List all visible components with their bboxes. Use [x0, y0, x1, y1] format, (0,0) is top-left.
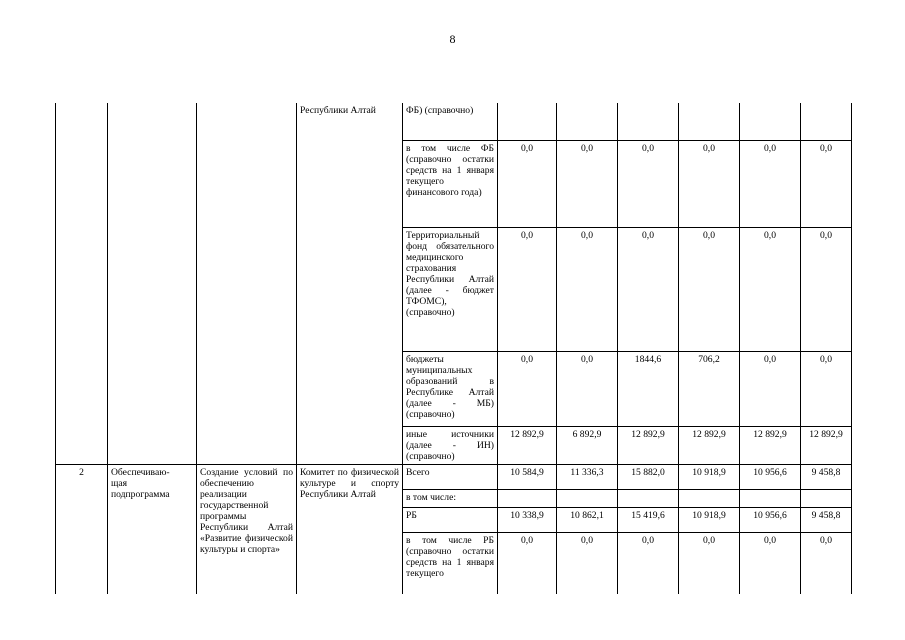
cell-value: 0,0 — [618, 140, 679, 227]
cell-value: 12 892,9 — [618, 426, 679, 464]
cell-value: 15 882,0 — [618, 464, 679, 489]
table-row — [56, 103, 852, 140]
cell-source: в том числе ФБ (справочно остатки средств на 1 января текущего финансового года) — [403, 140, 498, 227]
cell-value: 706,2 — [679, 351, 740, 426]
cell-value: 0,0 — [618, 227, 679, 351]
cell-type — [108, 103, 197, 464]
cell-value: 0,0 — [740, 351, 801, 426]
cell-executor: Республики Алтай — [297, 103, 403, 464]
cell-value: 12 892,9 — [498, 426, 557, 464]
cell-value — [801, 103, 852, 140]
cell-value: 12 892,9 — [679, 426, 740, 464]
cell-source: иные источники (далее - ИН) (справочно) — [403, 426, 498, 464]
cell-value: 12 892,9 — [740, 426, 801, 464]
cell-value — [498, 103, 557, 140]
cell-value: 0,0 — [618, 532, 679, 594]
cell-value: 0,0 — [679, 140, 740, 227]
cell-value: 0,0 — [557, 351, 618, 426]
cell-value: 0,0 — [557, 140, 618, 227]
cell-source: РБ — [403, 507, 498, 532]
budget-table — [55, 103, 852, 594]
cell-source: ФБ) (справочно) — [403, 103, 498, 140]
cell-value — [618, 103, 679, 140]
cell-value: 0,0 — [740, 227, 801, 351]
cell-executor: Комитет по физической культуре и спорту Республики Алтай — [297, 464, 403, 594]
cell-value: 0,0 — [801, 140, 852, 227]
cell-value — [740, 489, 801, 507]
cell-value: 0,0 — [557, 532, 618, 594]
cell-value — [618, 489, 679, 507]
cell-value: 10 918,9 — [679, 507, 740, 532]
cell-value: 0,0 — [498, 532, 557, 594]
cell-value: 9 458,8 — [801, 464, 852, 489]
cell-source: бюджеты муниципальных образований в Республике Алтай (далее - МБ) (справочно) — [403, 351, 498, 426]
cell-value: 0,0 — [801, 351, 852, 426]
cell-value: 10 862,1 — [557, 507, 618, 532]
cell-value: 10 338,9 — [498, 507, 557, 532]
cell-source: в том числе РБ (справочно остатки средств на 1 января текущего — [403, 532, 498, 594]
cell-value: 0,0 — [740, 532, 801, 594]
cell-value: 0,0 — [679, 532, 740, 594]
table-row — [56, 464, 852, 489]
cell-value: 12 892,9 — [801, 426, 852, 464]
cell-goal: Создание условий по обеспечению реализации государственной программы Республики Алтай «Развитие физической культуры и спорта» — [197, 464, 297, 594]
cell-value — [498, 489, 557, 507]
cell-value: 10 918,9 — [679, 464, 740, 489]
cell-source: Территориальный фонд обязательного медицинского страхования Республики Алтай (далее - бюджет ТФОМС), (справочно) — [403, 227, 498, 351]
cell-value: 0,0 — [801, 227, 852, 351]
cell-value: 10 584,9 — [498, 464, 557, 489]
type-line: подпрограмма — [111, 488, 170, 500]
page-number: 8 — [449, 32, 456, 46]
cell-value — [679, 489, 740, 507]
cell-source: Всего — [403, 464, 498, 489]
cell-value — [557, 103, 618, 140]
cell-value: 1844,6 — [618, 351, 679, 426]
cell-value: 0,0 — [498, 351, 557, 426]
cell-value — [740, 103, 801, 140]
cell-value: 0,0 — [498, 227, 557, 351]
type-line: Обеспечиваю- — [111, 466, 170, 478]
cell-value — [557, 489, 618, 507]
cell-value: 0,0 — [740, 140, 801, 227]
cell-source: в том числе: — [403, 489, 498, 507]
cell-value: 10 956,6 — [740, 464, 801, 489]
type-line: щая — [111, 477, 128, 489]
cell-value: 0,0 — [498, 140, 557, 227]
cell-goal — [197, 103, 297, 464]
cell-value: 0,0 — [679, 227, 740, 351]
cell-value: 0,0 — [557, 227, 618, 351]
cell-value: 10 956,6 — [740, 507, 801, 532]
cell-value — [679, 103, 740, 140]
cell-value: 11 336,3 — [557, 464, 618, 489]
cell-value: 6 892,9 — [557, 426, 618, 464]
cell-value: 9 458,8 — [801, 507, 852, 532]
cell-number — [56, 103, 108, 464]
cell-value — [801, 489, 852, 507]
cell-number: 2 — [56, 464, 108, 594]
cell-type — [108, 464, 197, 594]
cell-value: 0,0 — [801, 532, 852, 594]
cell-value: 15 419,6 — [618, 507, 679, 532]
